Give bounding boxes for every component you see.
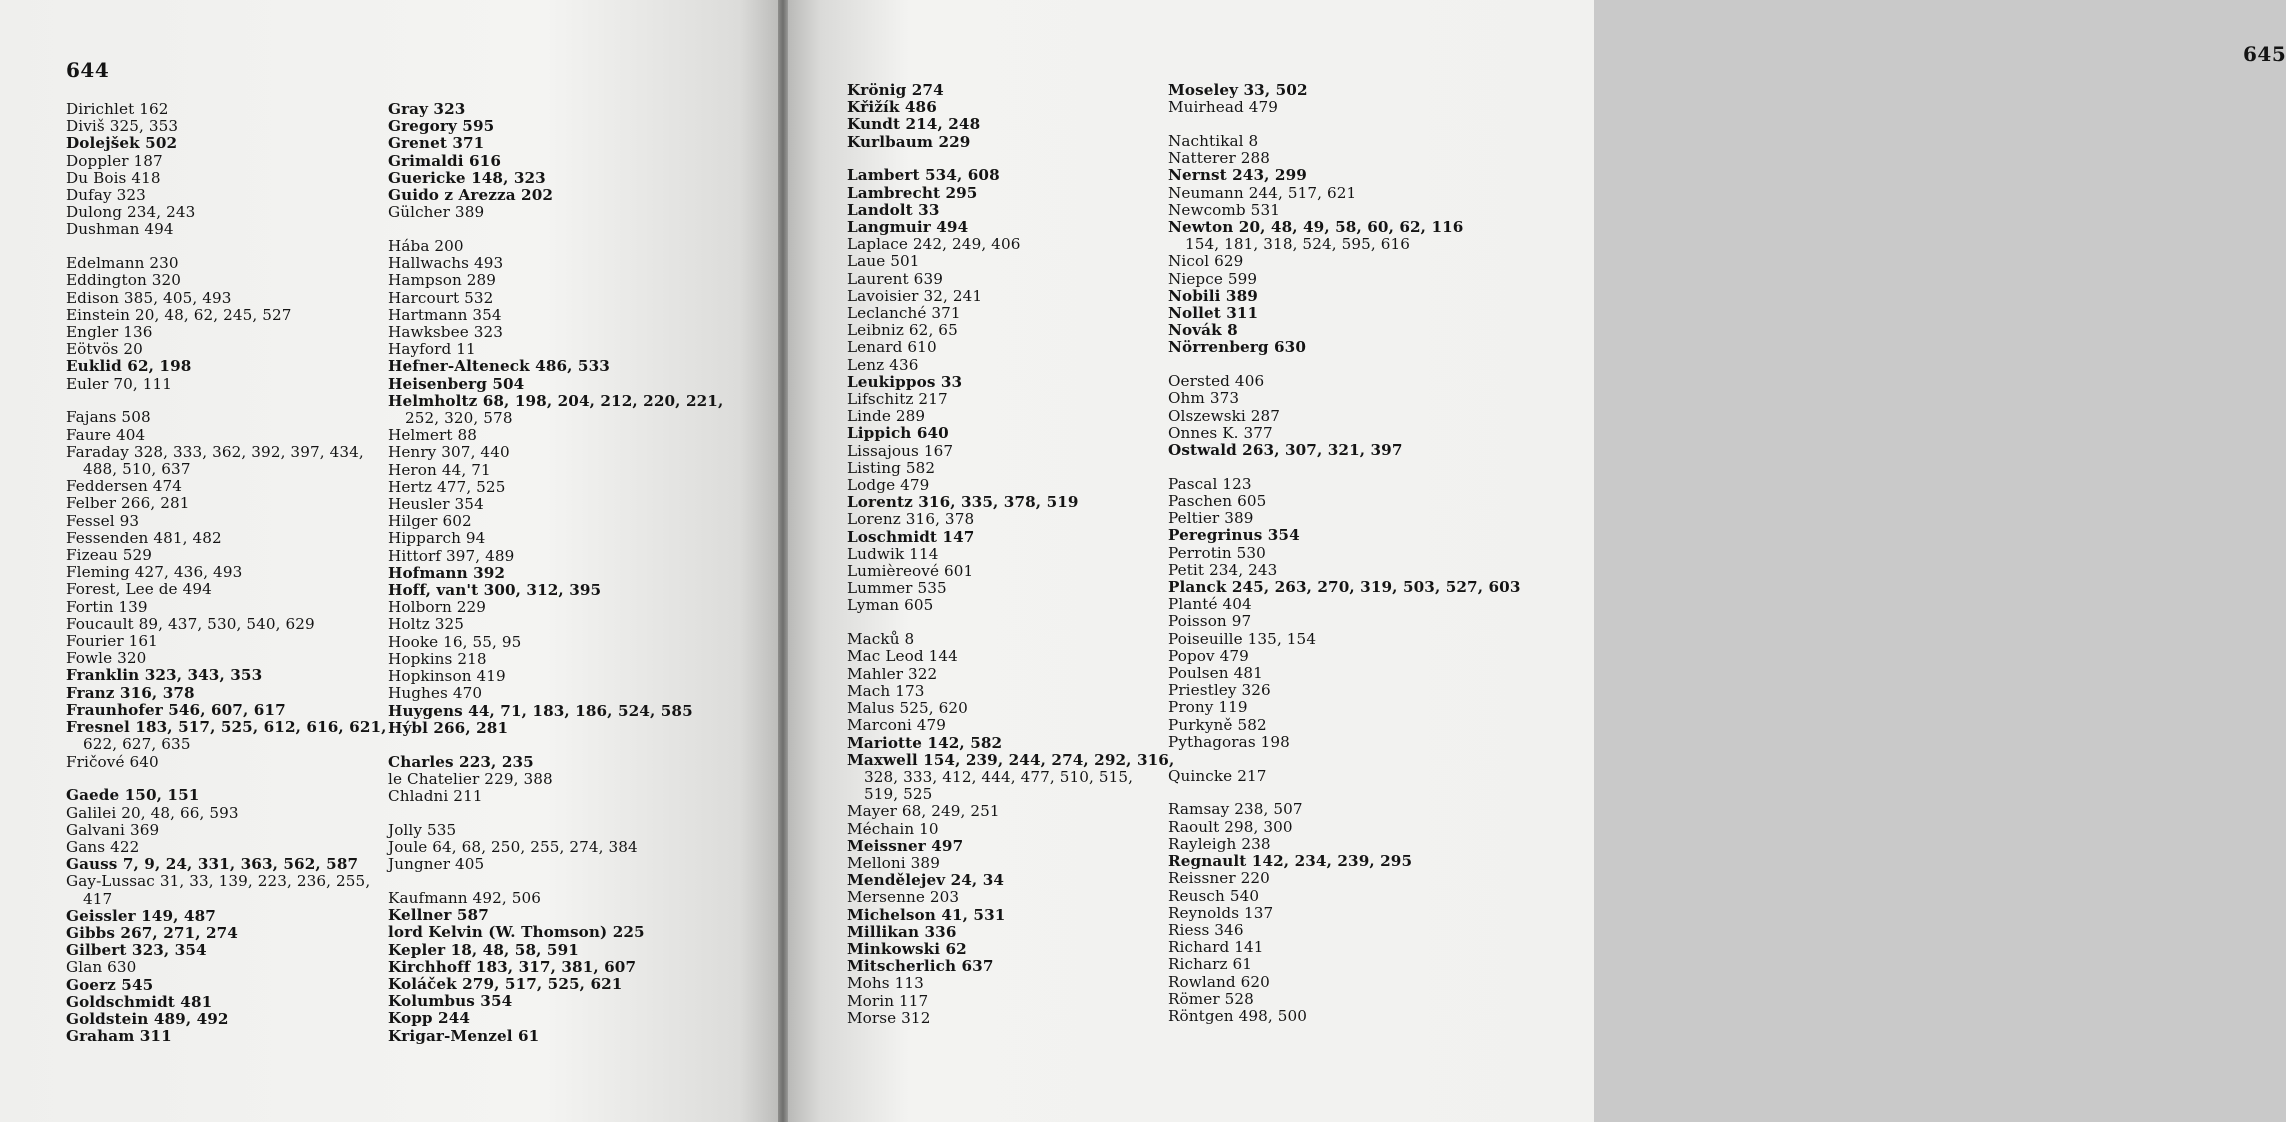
index-entry-continuation: 622, 627, 635	[83, 735, 191, 754]
index-entry: Dirichlet 162	[66, 100, 169, 118]
index-entry: Ostwald 263, 307, 321, 397	[1168, 441, 1403, 460]
index-entry: Morse 312	[847, 1008, 931, 1027]
index-entry: Dolejšek 502	[66, 134, 178, 153]
index-entry: Hawksbee 323	[388, 323, 504, 342]
index-entry: Lummer 535	[847, 579, 947, 598]
index-entry: Petit 234, 243	[1168, 560, 1278, 579]
left-page	[0, 0, 778, 1122]
index-entry: Gans 422	[66, 837, 140, 856]
index-entry: Fresnel 183, 517, 525, 612, 616, 621,	[66, 718, 387, 737]
index-column	[66, 101, 396, 1045]
index-entry: Pythagoras 198	[1168, 732, 1290, 751]
index-entry: Fortin 139	[66, 597, 148, 616]
index-entry: Chladni 211	[388, 786, 483, 805]
index-entry: Du Bois 418	[66, 168, 161, 187]
index-entry: Goldstein 489, 492	[66, 1009, 229, 1028]
index-entry: Hefner-Alteneck 486, 533	[388, 357, 610, 376]
index-entry: Holborn 229	[388, 598, 487, 617]
index-entry: Hartmann 354	[388, 305, 502, 324]
index-entry: Lyman 605	[847, 596, 934, 615]
index-entry: Riess 346	[1168, 920, 1244, 939]
index-entry: Lumièreové 601	[847, 562, 974, 581]
index-entry: Feddersen 474	[66, 477, 183, 496]
index-entry: Muirhead 479	[1168, 98, 1279, 117]
index-entry: Lambert 534, 608	[847, 166, 1000, 185]
index-entry: Harcourt 532	[388, 288, 494, 307]
index-entry: Mendělejev 24, 34	[847, 871, 1005, 890]
index-entry-continuation: 328, 333, 412, 444, 477, 510, 515,	[864, 767, 1134, 786]
index-entry: Hertz 477, 525	[388, 477, 506, 496]
index-entry: Laurent 639	[847, 269, 943, 288]
index-entry: Perrotin 530	[1168, 543, 1266, 562]
index-entry: Faure 404	[66, 425, 146, 444]
index-entry: Fessel 93	[66, 511, 140, 530]
index-entry: Richard 141	[1168, 938, 1264, 957]
index-entry: Lodge 479	[847, 476, 930, 495]
index-entry: Popov 479	[1168, 646, 1249, 665]
index-entry: Pascal 123	[1168, 474, 1252, 493]
index-entry: Hughes 470	[388, 684, 483, 703]
index-entry: Niepce 599	[1168, 269, 1258, 288]
index-entry: Kopp 244	[388, 1009, 471, 1028]
book-gutter	[778, 0, 788, 1122]
index-entry: Nollet 311	[1168, 304, 1259, 323]
index-entry: Maxwell 154, 239, 244, 274, 292, 316,	[847, 750, 1175, 769]
index-entry: Ludwik 114	[847, 544, 939, 563]
index-entry: Henry 307, 440	[388, 443, 510, 462]
index-entry: Mitscherlich 637	[847, 957, 994, 976]
index-entry: Listing 582	[847, 458, 936, 477]
index-entry: Fraunhofer 546, 607, 617	[66, 700, 286, 719]
index-entry: Landolt 33	[847, 200, 940, 219]
index-entry: Nörrenberg 630	[1168, 338, 1307, 357]
index-entry: Mac Leod 144	[847, 647, 958, 666]
index-entry: Hofmann 392	[388, 563, 506, 582]
index-entry: Hallwachs 493	[388, 254, 504, 273]
index-entry: Einstein 20, 48, 62, 245, 527	[66, 305, 292, 324]
index-entry: Hittorf 397, 489	[388, 546, 515, 565]
index-entry: Helmert 88	[388, 426, 477, 445]
index-entry: Kepler 18, 48, 58, 591	[388, 940, 579, 959]
index-entry: Gaede 150, 151	[66, 786, 200, 805]
index-entry-continuation: 519, 525	[864, 785, 933, 804]
index-entry: Huygens 44, 71, 183, 186, 524, 585	[388, 701, 693, 720]
index-entry: Macků 8	[847, 630, 915, 649]
index-entry: Langmuir 494	[847, 218, 969, 237]
index-entry: Guericke 148, 323	[388, 168, 546, 187]
index-entry: Engler 136	[66, 323, 153, 342]
index-entry: Kundt 214, 248	[847, 115, 981, 134]
index-entry: Planté 404	[1168, 595, 1252, 614]
index-entry: Planck 245, 263, 270, 319, 503, 527, 603	[1168, 578, 1521, 597]
index-entry: Prony 119	[1168, 698, 1248, 717]
index-entry: Neumann 244, 517, 621	[1168, 183, 1357, 202]
index-entry: Regnault 142, 234, 239, 295	[1168, 852, 1413, 871]
index-entry: Ramsay 238, 507	[1168, 800, 1303, 819]
index-entry: Newcomb 531	[1168, 200, 1280, 219]
index-entry: Lorenz 316, 378	[847, 510, 975, 529]
index-entry: Minkowski 62	[847, 939, 967, 958]
index-entry: Lissajous 167	[847, 441, 954, 460]
index-entry: Leukippos 33	[847, 372, 963, 391]
page-number: 645	[2243, 42, 2286, 66]
index-entry: Hampson 289	[388, 271, 497, 290]
index-entry: Gibbs 267, 271, 274	[66, 923, 238, 942]
index-entry: Felber 266, 281	[66, 494, 190, 513]
index-entry: Hilger 602	[388, 512, 472, 531]
index-entry: Novák 8	[1168, 321, 1238, 340]
index-entry: Fessenden 481, 482	[66, 528, 222, 547]
index-entry: Reusch 540	[1168, 886, 1260, 905]
index-entry: Mohs 113	[847, 974, 924, 993]
index-entry: Lambrecht 295	[847, 183, 978, 202]
index-entry: Foucault 89, 437, 530, 540, 629	[66, 614, 315, 633]
index-entry: Nicol 629	[1168, 252, 1244, 271]
index-entry: Koláček 279, 517, 525, 621	[388, 974, 623, 993]
index-entry: Dufay 323	[66, 186, 146, 205]
index-entry: Kirchhoff 183, 317, 381, 607	[388, 957, 637, 976]
index-entry: Eötvös 20	[66, 340, 143, 359]
index-entry: Hýbl 266, 281	[388, 718, 509, 737]
index-entry: Franklin 323, 343, 353	[66, 666, 263, 685]
index-entry: Jungner 405	[388, 855, 485, 874]
index-column	[847, 82, 1177, 1027]
index-entry: Priestley 326	[1168, 681, 1271, 700]
index-entry: Purkyně 582	[1168, 715, 1267, 734]
index-entry: Gay-Lussac 31, 33, 139, 223, 236, 255,	[66, 872, 371, 891]
index-entry: Nachtikal 8	[1168, 132, 1259, 150]
index-entry: Rayleigh 238	[1168, 834, 1271, 853]
index-entry: Dulong 234, 243	[66, 203, 196, 222]
index-entry: Fourier 161	[66, 632, 158, 651]
index-entry-continuation: 154, 181, 318, 524, 595, 616	[1185, 235, 1411, 254]
index-entry: Hipparch 94	[388, 529, 486, 548]
index-column	[388, 100, 724, 1045]
index-entry: Paschen 605	[1168, 492, 1267, 511]
index-entry: Edelmann 230	[66, 254, 179, 273]
index-entry: Kurlbaum 229	[847, 132, 971, 151]
index-entry: Guido z Arezza 202	[388, 186, 554, 205]
index-entry: Joule 64, 68, 250, 255, 274, 384	[388, 837, 638, 856]
index-entry: Oersted 406	[1168, 372, 1265, 391]
index-entry: Dushman 494	[66, 220, 174, 239]
index-entry: Rowland 620	[1168, 972, 1270, 991]
index-entry: Raoult 298, 300	[1168, 817, 1293, 836]
index-entry: Gülcher 389	[388, 203, 485, 222]
index-entry: Reissner 220	[1168, 869, 1270, 888]
index-entry: Doppler 187	[66, 151, 163, 170]
index-entry: Leclanché 371	[847, 304, 961, 323]
index-entry: Křižík 486	[847, 98, 937, 117]
index-entry: Malus 525, 620	[847, 699, 968, 718]
index-entry: Charles 223, 235	[388, 752, 534, 771]
index-entry: Mersenne 203	[847, 888, 960, 907]
index-entry: Lifschitz 217	[847, 390, 948, 409]
index-entry: Galilei 20, 48, 66, 593	[66, 803, 239, 822]
index-entry: Euler 70, 111	[66, 374, 173, 393]
index-entry-continuation: 252, 320, 578	[405, 409, 513, 428]
index-entry: Mayer 68, 249, 251	[847, 802, 1000, 821]
index-entry: Geissler 149, 487	[66, 906, 216, 925]
index-entry: Euklid 62, 198	[66, 357, 192, 376]
index-entry: Kellner 587	[388, 906, 489, 925]
index-entry: Gauss 7, 9, 24, 331, 363, 562, 587	[66, 855, 359, 874]
index-entry: Franz 316, 378	[66, 683, 195, 702]
index-entry: Fleming 427, 436, 493	[66, 563, 243, 582]
page-number: 644	[66, 58, 110, 82]
index-entry-continuation: 488, 510, 637	[83, 460, 191, 479]
index-entry: Galvani 369	[66, 820, 160, 839]
index-entry: Hayford 11	[388, 340, 476, 359]
index-entry: Lavoisier 32, 241	[847, 286, 983, 305]
index-entry: Mahler 322	[847, 664, 938, 683]
index-entry: lord Kelvin (W. Thomson) 225	[388, 923, 645, 942]
index-entry: Jolly 535	[388, 820, 457, 839]
index-column	[1168, 81, 1521, 1025]
index-entry: Poisson 97	[1168, 612, 1252, 631]
index-entry: Grimaldi 616	[388, 151, 502, 170]
index-entry: Onnes K. 377	[1168, 423, 1273, 442]
index-entry: Fajans 508	[66, 408, 151, 427]
index-entry: Lippich 640	[847, 424, 949, 443]
index-entry: Römer 528	[1168, 989, 1254, 1008]
index-entry: Goldschmidt 481	[66, 992, 213, 1011]
index-entry: Reynolds 137	[1168, 903, 1274, 922]
index-entry: Gilbert 323, 354	[66, 941, 207, 960]
index-entry: Hooke 16, 55, 95	[388, 632, 522, 651]
index-entry: Laue 501	[847, 252, 920, 271]
index-entry: Newton 20, 48, 49, 58, 60, 62, 116	[1168, 218, 1464, 237]
index-entry: Mariotte 142, 582	[847, 733, 1003, 752]
index-entry: Hopkins 218	[388, 649, 487, 668]
index-entry: Millikan 336	[847, 922, 957, 941]
index-entry: Röntgen 498, 500	[1168, 1006, 1308, 1025]
index-entry: le Chatelier 229, 388	[388, 769, 553, 788]
index-entry: Peregrinus 354	[1168, 526, 1300, 545]
index-entry: Eddington 320	[66, 271, 182, 290]
index-entry: Meissner 497	[847, 836, 964, 855]
index-entry: Kolumbus 354	[388, 992, 513, 1011]
index-entry: Hoff, van't 300, 312, 395	[388, 581, 602, 600]
index-entry: Poulsen 481	[1168, 664, 1263, 683]
index-entry: Hopkinson 419	[388, 667, 506, 686]
index-entry: Lorentz 316, 335, 378, 519	[847, 493, 1079, 512]
index-entry: Krigar-Menzel 61	[388, 1026, 540, 1045]
index-entry: Gray 323	[388, 100, 466, 118]
index-entry: Mach 173	[847, 681, 925, 700]
index-entry: Marconi 479	[847, 716, 947, 735]
index-entry: Heusler 354	[388, 495, 484, 514]
index-entry: Leibniz 62, 65	[847, 321, 958, 340]
index-entry: Richarz 61	[1168, 955, 1253, 974]
index-entry: Heisenberg 504	[388, 374, 525, 393]
index-entry: Hába 200	[388, 237, 464, 256]
index-entry: Diviš 325, 353	[66, 117, 179, 136]
index-entry: Graham 311	[66, 1027, 172, 1046]
index-entry: Linde 289	[847, 407, 926, 426]
index-entry: Lenard 610	[847, 338, 937, 357]
index-entry: Goerz 545	[66, 975, 154, 994]
index-entry: Nobili 389	[1168, 286, 1258, 305]
index-entry: Gregory 595	[388, 117, 495, 136]
index-entry: Michelson 41, 531	[847, 905, 1006, 924]
index-entry: Melloni 389	[847, 853, 940, 872]
index-entry: Nernst 243, 299	[1168, 166, 1307, 185]
index-entry: Moseley 33, 502	[1168, 81, 1308, 99]
index-entry: Fizeau 529	[66, 546, 153, 565]
index-entry-continuation: 417	[83, 889, 113, 908]
index-entry: Glan 630	[66, 958, 137, 977]
index-entry: Laplace 242, 249, 406	[847, 235, 1021, 254]
index-entry: Morin 117	[847, 991, 929, 1010]
index-entry: Fričové 640	[66, 752, 159, 771]
index-entry: Quincke 217	[1168, 766, 1267, 785]
index-entry: Helmholtz 68, 198, 204, 212, 220, 221,	[388, 391, 724, 410]
index-entry: Ohm 373	[1168, 389, 1240, 408]
index-entry: Forest, Lee de 494	[66, 580, 212, 599]
index-entry: Olszewski 287	[1168, 406, 1281, 425]
index-entry: Loschmidt 147	[847, 527, 975, 546]
index-entry: Lenz 436	[847, 355, 919, 374]
index-entry: Holtz 325	[388, 615, 465, 634]
index-entry: Méchain 10	[847, 819, 939, 838]
index-entry: Grenet 371	[388, 134, 485, 153]
index-entry: Heron 44, 71	[388, 460, 491, 479]
index-entry: Fowle 320	[66, 649, 147, 668]
index-entry: Edison 385, 405, 493	[66, 288, 232, 307]
index-entry: Faraday 328, 333, 362, 392, 397, 434,	[66, 442, 364, 461]
index-entry: Kaufmann 492, 506	[388, 888, 541, 907]
index-entry: Peltier 389	[1168, 509, 1254, 528]
index-entry: Poiseuille 135, 154	[1168, 629, 1317, 648]
index-entry: Natterer 288	[1168, 149, 1271, 168]
index-entry: Krönig 274	[847, 81, 944, 99]
